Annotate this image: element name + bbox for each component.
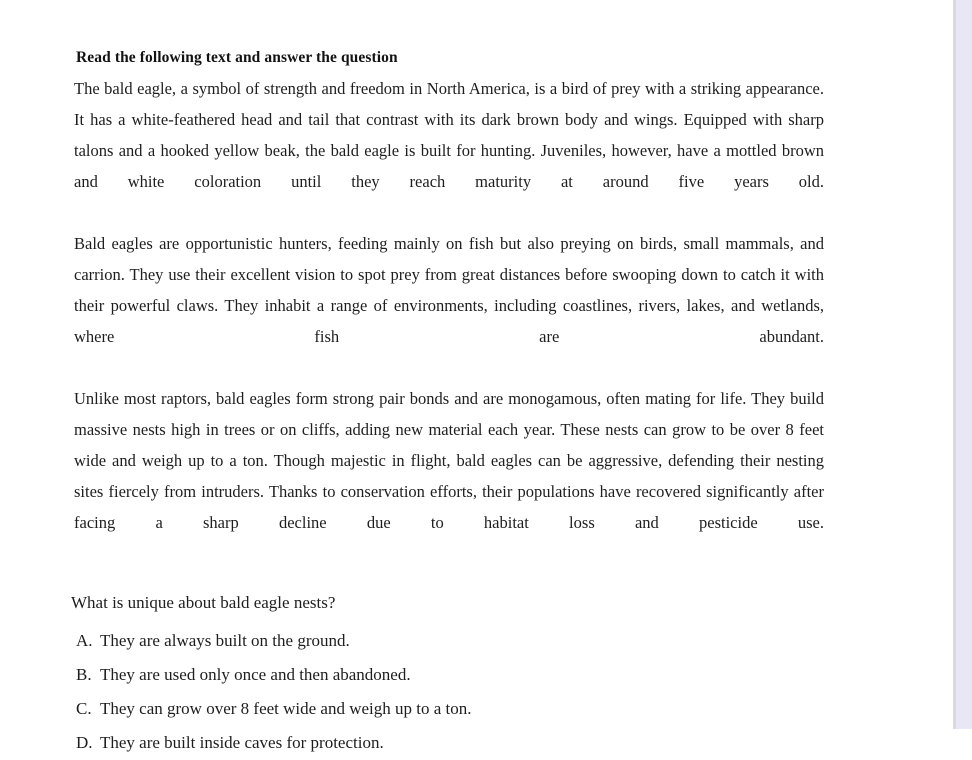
option-letter-b: B. bbox=[76, 665, 92, 684]
answer-option-c[interactable] bbox=[74, 692, 824, 726]
option-letter-a: A. bbox=[76, 631, 93, 650]
option-text-c: They can grow over 8 feet wide and weigh up to a ton. bbox=[100, 699, 472, 718]
answer-option-d[interactable] bbox=[74, 726, 824, 760]
answer-options-list bbox=[74, 624, 824, 760]
option-letter-c: C. bbox=[76, 699, 92, 718]
option-text-d: They are built inside caves for protection. bbox=[100, 733, 384, 752]
passage-paragraph-1: The bald eagle, a symbol of strength and freedom in North America, is a bird of prey with a striking appearance. It has a white-feathered head and tail that contrast with its dark brown body and wings. Equipped with sharp talons and a hooked yellow beak, the bald eagle is built for hunting. Juveniles, however, have a mottled brown and white coloration until they reach maturity at around five years old. bbox=[74, 79, 824, 191]
question-block bbox=[71, 591, 824, 760]
passage-paragraph-2: Bald eagles are opportunistic hunters, feeding mainly on fish but also preying on birds, small mammals, and carrion. They use their excellent vision to spot prey from great distances before swooping down to catch it with their powerful claws. They inhabit a range of environments, including coastlines, rivers, lakes, and wetlands, where fish are abundant. bbox=[74, 234, 824, 346]
document-content bbox=[71, 42, 824, 760]
right-gutter-strip bbox=[956, 0, 972, 729]
passage-heading: Read the following text and answer the question bbox=[76, 49, 398, 66]
question-text: What is unique about bald eagle nests? bbox=[71, 593, 336, 612]
option-text-b: They are used only once and then abandoned. bbox=[100, 665, 411, 684]
answer-option-a[interactable] bbox=[74, 624, 824, 658]
option-letter-d: D. bbox=[76, 733, 93, 752]
answer-option-b[interactable] bbox=[74, 658, 824, 692]
passage-body bbox=[74, 73, 824, 569]
option-text-a: They are always built on the ground. bbox=[100, 631, 350, 650]
passage-paragraph-3: Unlike most raptors, bald eagles form strong pair bonds and are monogamous, often mating for life. They build massive nests high in trees or on cliffs, adding new material each year. These nests can grow to be over 8 feet wide and weigh up to a ton. Though majestic in flight, bald eagles can be aggressive, defending their nesting sites fiercely from intruders. Thanks to conservation efforts, their populations have recovered significantly after facing a sharp decline due to habitat loss and pesticide use. bbox=[74, 389, 824, 532]
